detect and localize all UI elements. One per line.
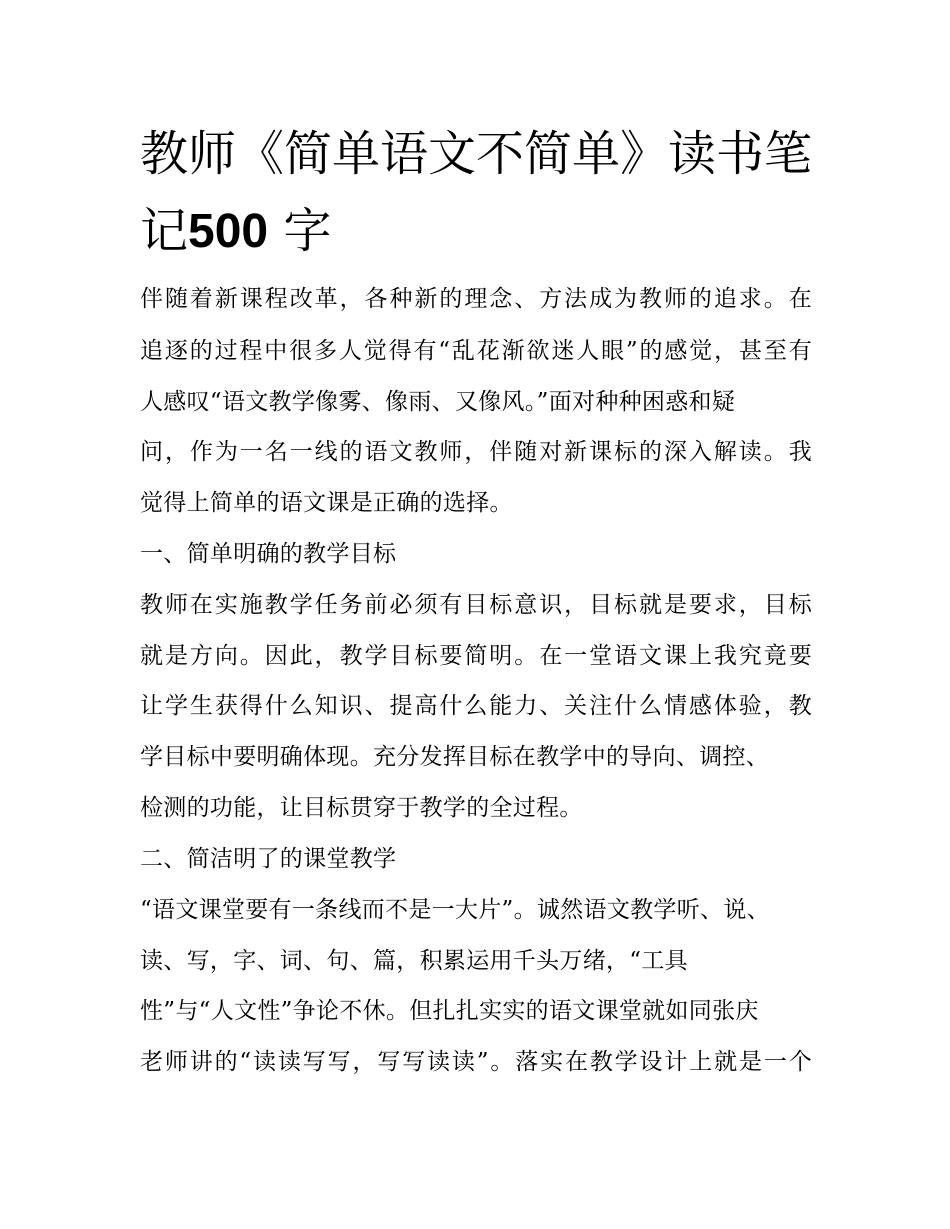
title-number: 500: [188, 205, 269, 258]
paragraph-line: 让学生获得什么知识、提高什么能力、关注什么情感体验，教: [140, 693, 812, 719]
paragraph-line: 觉得上简单的语文课是正确的选择。: [140, 490, 513, 516]
paragraph-line: 伴随着新课程改革，各种新的理念、方法成为教师的追求。在: [140, 286, 812, 312]
section-heading: 二、简洁明了的课堂教学: [140, 846, 397, 872]
title-text: 教师《简单语文不简单》读书笔记: [140, 126, 813, 259]
document-title: [140, 116, 820, 270]
paragraph-line: 性”与“人文性”争论不休。但扎扎实实的语文课堂就如同张庆: [140, 998, 759, 1024]
section-heading: 一、简单明确的教学目标: [140, 541, 397, 567]
paragraph-line: 追逐的过程中很多人觉得有“乱花渐欲迷人眼”的感觉，甚至有: [140, 338, 812, 364]
paragraph-line: 问，作为一名一线的语文教师，伴随对新课标的深入解读。我: [140, 439, 812, 465]
paragraph-line: 就是方向。因此，教学目标要简明。在一堂语文课上我究竟要: [140, 643, 812, 669]
paragraph-line: 人感叹“语文教学像雾、像雨、又像风。”面对种种困惑和疑: [140, 389, 736, 415]
paragraph-line: 检测的功能，让目标贯穿于教学的全过程。: [140, 795, 583, 821]
paragraph-line: 学目标中要明确体现。充分发挥目标在教学中的导向、调控、: [140, 744, 770, 770]
title-suffix: 字: [268, 203, 332, 259]
paragraph-line: 教师在实施教学任务前必须有目标意识，目标就是要求，目标: [140, 592, 812, 618]
paragraph-line: 老师讲的“读读写写，写写读读”。落实在教学设计上就是一个: [140, 1049, 812, 1075]
paragraph-line: “语文课堂要有一条线而不是一大片”。诚然语文教学听、说、: [140, 897, 770, 923]
paragraph-line: 读、写，字、词、句、篇，积累运用千头万绪，“工具: [140, 948, 688, 974]
